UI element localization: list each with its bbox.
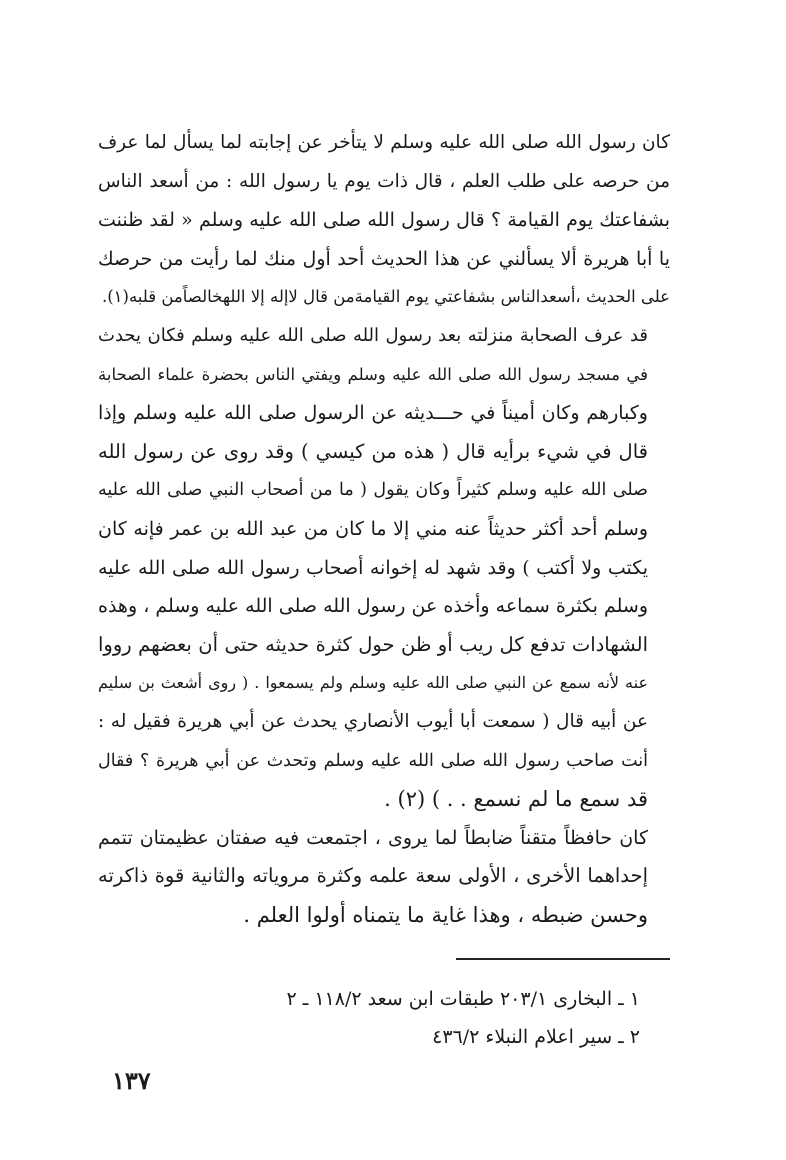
text-line: بشفاعتك يوم القيامة ؟ قال رسول الله صلى الله عليه وسلم « لقد ظننت: [98, 209, 670, 232]
text-line: وحسن ضبطه ، وهذا غاية ما يتمناه أولوا العلم .: [243, 902, 648, 927]
text-line: عن أبيه قال ( سمعت أبا أيوب الأنصاري يحدث عن أبي هريرة فقيل له :: [98, 710, 648, 732]
text-line: وسلم أحد أكثر حديثاً عنه مني إلا ما كان من عبد الله بن عمر فإنه كان: [98, 517, 648, 540]
text-line: قد عرف الصحابة منزلته بعد رسول الله صلى الله عليه وسلم فكان يحدث: [98, 324, 648, 346]
text-line: إحداهما الأخرى ، الأولى سعة علمه وكثرة مروياته والثانية قوة ذاكرته: [98, 864, 648, 888]
text-line: الشهادات تدفع كل ريب أو ظن حول كثرة حديثه حتى أن بعضهم رووا: [98, 632, 648, 656]
text-line: أنت صاحب رسول الله صلى الله عليه وسلم وتحدث عن أبي هريرة ؟ فقال: [98, 750, 648, 771]
text-line: صلى الله عليه وسلم كثيراً وكان يقول ( ما من أصحاب النبي صلى الله عليه: [98, 480, 648, 501]
page-number: ١٣٧: [112, 1066, 151, 1095]
text-line: يا أبا هريرة ألا يسألني عن هذا الحديث أحد أول منك لما رأيت من حرصك: [98, 247, 670, 270]
text-line: وكبارهم وكان أميناً في حـــديثه عن الرسول صلى الله عليه وسلم وإذا: [98, 402, 648, 425]
paragraph-1: [98, 124, 670, 317]
text-line: قد سمع ما لم نسمع . . ) (٢) .: [384, 787, 648, 812]
footnote-separator: [456, 958, 670, 960]
text-line: قال في شيء برأيه قال ( هذه من كيسي ) وقد روى عن رسول الله: [98, 439, 648, 463]
footnotes: [200, 980, 640, 1056]
text-line: من حرصه على طلب العلم ، قال ذات يوم يا رسول الله : من أسعد الناس: [98, 170, 670, 192]
body-text: [98, 124, 670, 934]
text-line: في مسجد رسول الله صلى الله عليه وسلم ويفتي الناس بحضرة علماء الصحابة: [98, 364, 648, 384]
paragraph-3: [98, 819, 670, 935]
text-line: كان حافظاً متقناً ضابطاً لما يروى ، اجتمعت فيه صفتان عظيمتان تتمم: [98, 826, 648, 849]
text-line: عنه لأنه سمع عن النبي صلى الله عليه وسلم ولم يسمعوا . ( روى أشعث بن سليم: [98, 673, 648, 693]
text-line: كان رسول الله صلى الله عليه وسلم لا يتأخر عن إجابته لما يسأل لما عرف: [98, 132, 670, 153]
footnote-1: ١ ـ البخارى ٢٠٣/١ طبقات ابن سعد ١١٨/٢ ـ ٢: [286, 988, 640, 1010]
text-line: على الحديث ،أسعدالناس بشفاعتي يوم القيامةمن قال لاإله إلا اللهخالصاًمن قلبه(١).: [101, 287, 670, 307]
text-line: يكتب ولا أكتب ) وقد شهد له إخوانه أصحاب رسول الله صلى الله عليه: [98, 556, 648, 579]
footnote-2: ٢ ـ سير اعلام النبلاء ٤٣٦/٢: [432, 1026, 640, 1048]
text-line: وسلم بكثرة سماعه وأخذه عن رسول الله صلى الله عليه وسلم ، وهذه: [98, 595, 648, 618]
paragraph-2: [98, 317, 670, 819]
